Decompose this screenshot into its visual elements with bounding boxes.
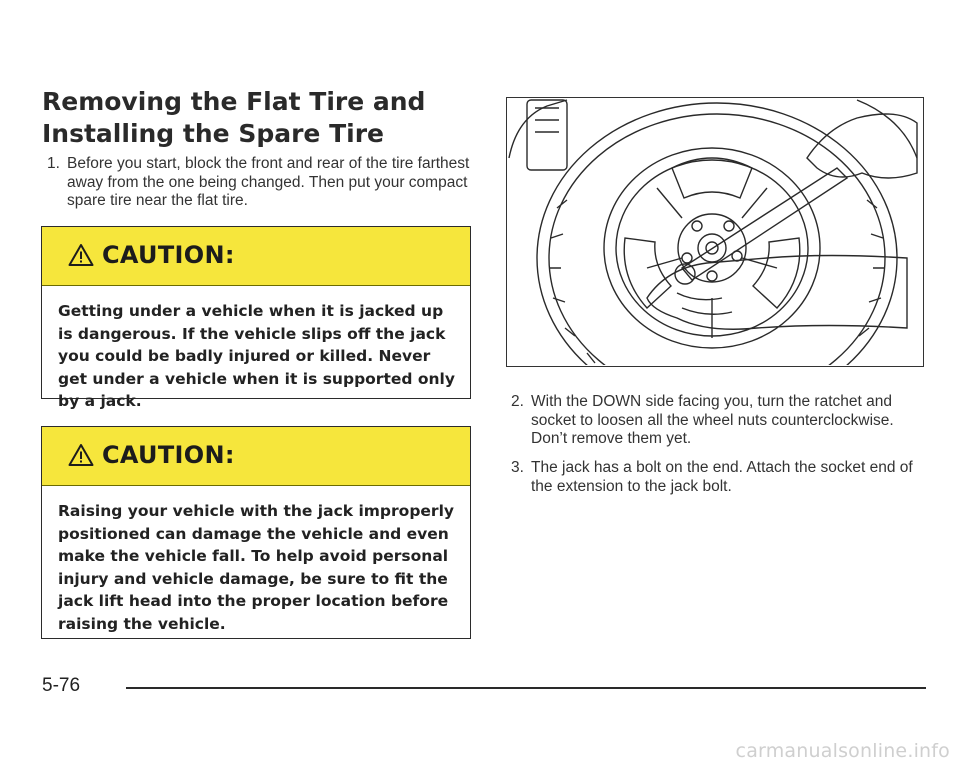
caution-header: [42, 227, 470, 286]
warning-triangle-icon: [68, 443, 94, 467]
step-number: 2.: [511, 393, 524, 410]
step-number: 3.: [511, 459, 524, 476]
footer-rule: [126, 687, 926, 689]
wheel-nut-illustration: [506, 97, 924, 367]
warning-triangle-icon: [68, 243, 94, 267]
caution-header: [42, 427, 470, 486]
caution-label: CAUTION:: [102, 241, 235, 269]
step-text: The jack has a bolt on the end. Attach the socket end of the extension to the jack bolt.: [531, 459, 913, 495]
watermark-text: carmanualsonline.info: [735, 740, 950, 762]
step-text: Before you start, block the front and rear of the tire farthest away from the one being changed. Then put your compact spare tire near the flat tire.: [67, 155, 470, 209]
page-title: Removing the Flat Tire and Installing the Spare Tire: [42, 87, 426, 148]
caution-label: CAUTION:: [102, 441, 235, 469]
tire-wrench-drawing: [507, 98, 922, 365]
caution-box-2: [41, 426, 471, 639]
page-number: 5-76: [42, 675, 81, 696]
caution-box-1: [41, 226, 471, 410]
step-number: 1.: [47, 155, 60, 172]
caution-text: Raising your vehicle with the jack improperly positioned can damage the vehicle and even make the vehicle fall. To help avoid personal injury and vehicle damage, be sure to fit the jack lift head into the proper location before raising the vehicle.: [58, 502, 454, 633]
caution-text: Getting under a vehicle when it is jacked up is dangerous. If the vehicle slips off the jack you could be badly injured or killed. Never get under a vehicle when it is supported only by a jack.: [58, 302, 455, 410]
step-text: With the DOWN side facing you, turn the ratchet and socket to loosen all the wheel nuts counterclockwise. Don’t remove them yet.: [531, 393, 894, 447]
